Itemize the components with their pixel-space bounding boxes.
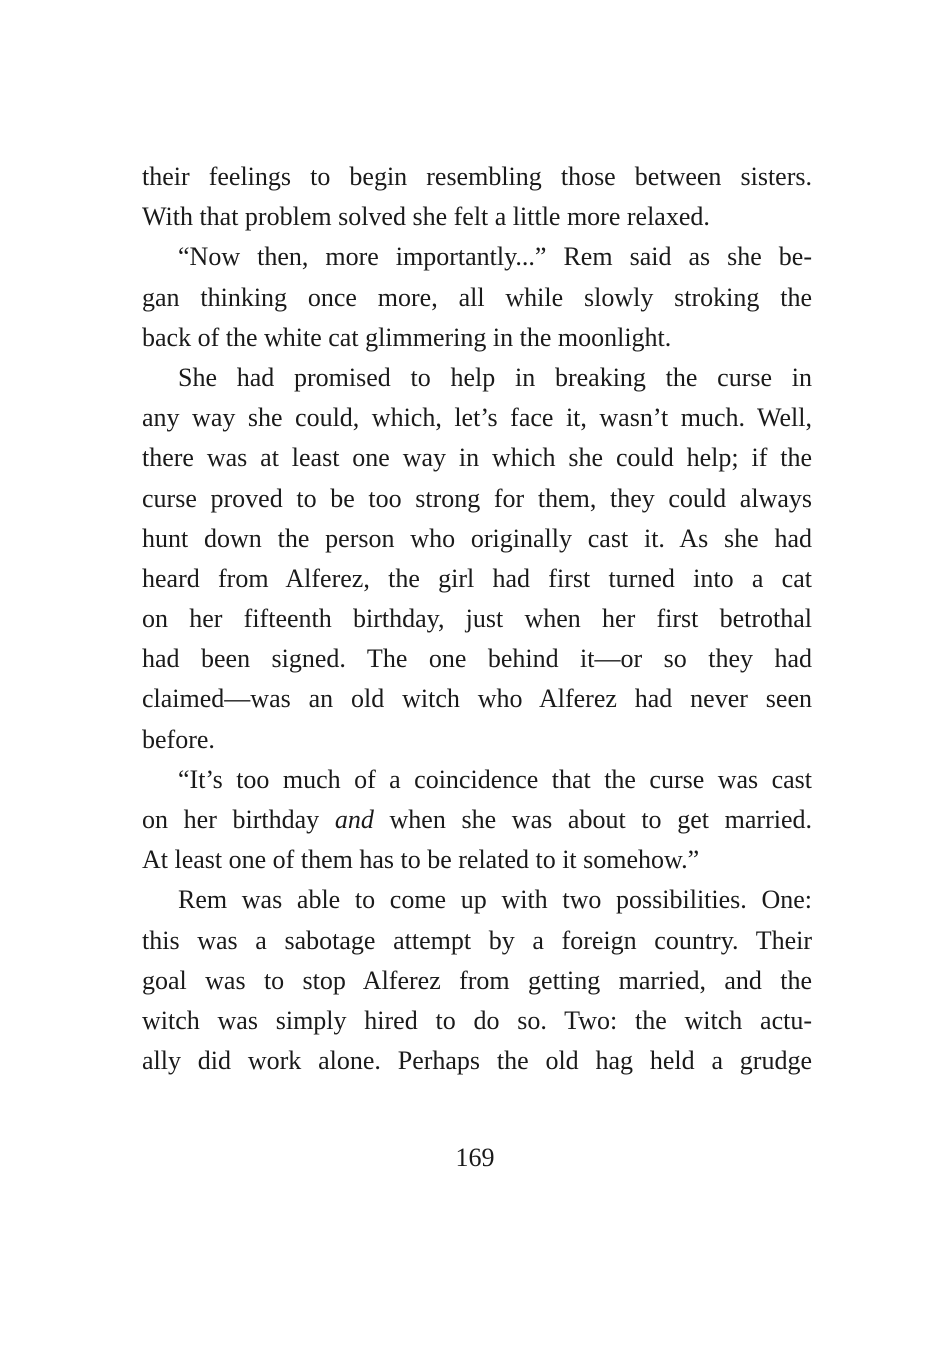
text-line: their feelings to begin resembling those between sisters. [142,162,812,191]
text-line-with-italic [142,800,812,840]
page-number: 169 [455,1143,495,1172]
text-line: any way she could, which, let’s face it, wasn’t much. Well, [142,403,812,433]
text-segment: on her birthday [142,805,335,834]
paragraph-first-line: Rem was able to come up with two possibilities. One: [178,885,812,915]
text-line: there was at least one way in which she could help; if the [142,443,812,473]
text-line: claimed—was an old witch who Alferez had never seen [142,684,812,714]
text-line: heard from Alferez, the girl had first turned into a cat [142,563,812,593]
text-segment: when she was about to get married. [373,805,812,834]
text-line: witch was simply hired to do so. Two: the witch actu- [142,1005,812,1035]
text-line: had been signed. The one behind it—or so they had [142,644,812,674]
body-text [142,157,812,1081]
paragraph-first-line: “It’s too much of a coincidence that the curse was cast [178,764,812,794]
text-line: hunt down the person who originally cast it. As she had [142,523,812,553]
paragraph-first-line: She had promised to help in breaking the curse in [178,362,812,392]
text-line: on her fifteenth birthday, just when her first betrothal [142,604,812,634]
text-line: gan thinking once more, all while slowly stroking the [142,282,812,312]
text-line: before. [142,724,215,754]
text-line: goal was to stop Alferez from getting married, and the [142,965,812,995]
text-line: At least one of them has to be related to it somehow.” [142,845,700,875]
paragraph-first-line: “Now then, more importantly...” Rem said as she be- [178,242,812,272]
text-line: back of the white cat glimmering in the moonlight. [142,322,672,352]
text-line: this was a sabotage attempt by a foreign country. Their [142,925,812,955]
text-line: With that problem solved she felt a little more relaxed. [142,202,710,232]
text-line: ally did work alone. Perhaps the old hag held a grudge [142,1046,812,1076]
italic-word: and [334,805,374,834]
text-line: curse proved to be too strong for them, they could always [142,483,812,513]
